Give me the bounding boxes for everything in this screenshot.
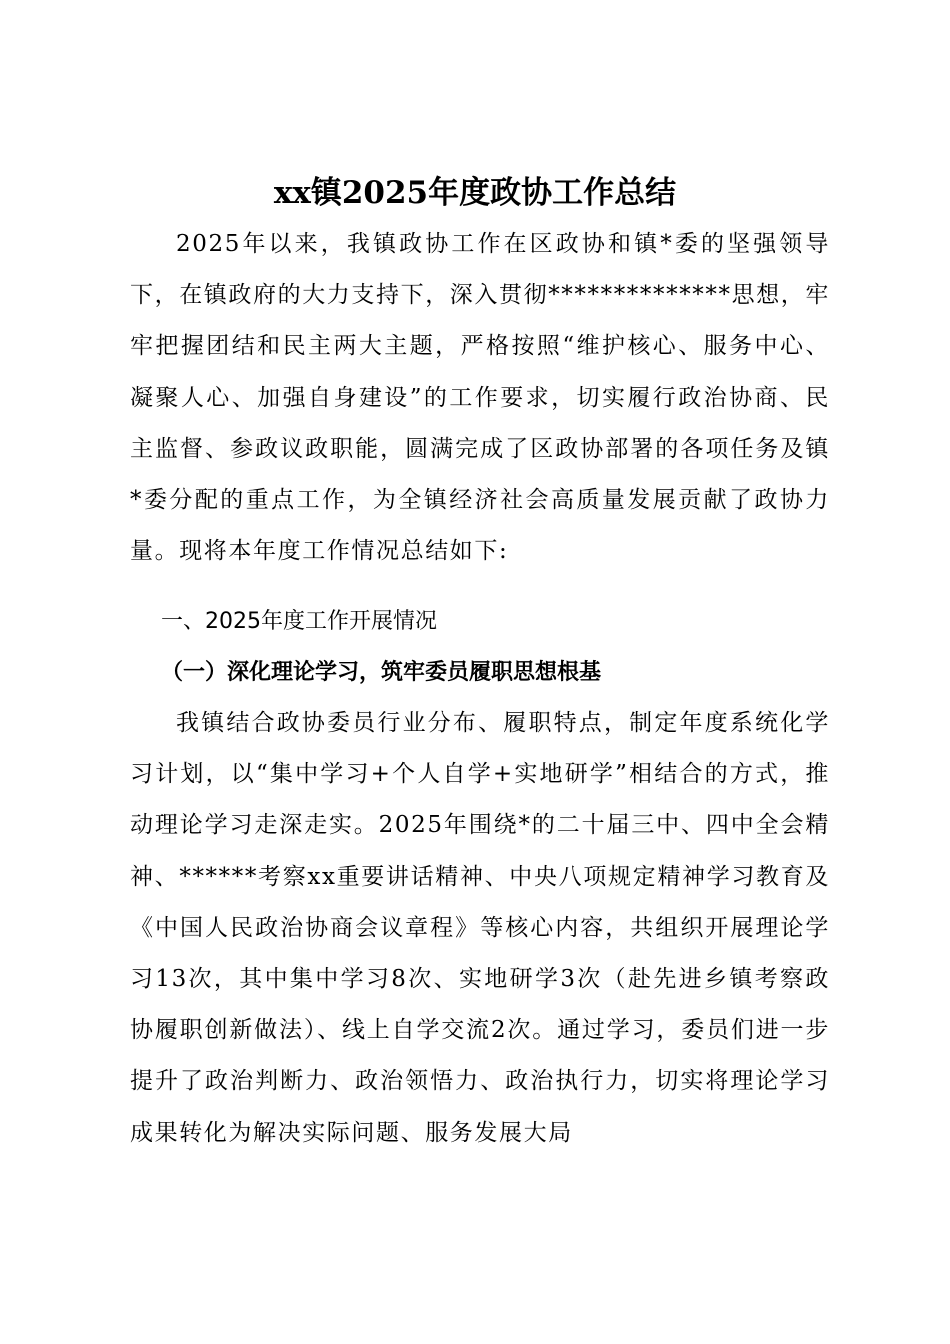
section-heading: 一、2025年度工作开展情况 [161, 609, 437, 634]
subsection-paragraph: 我镇结合政协委员行业分布、履职特点，制定年度系统化学习计划，以“集中学习+个人自学+实地研学”相结合的方式，推动理论学习走深走实。2025年围绕*的二十届三中、四中全会精神、******考察xx重要讲话精神、中央八项规定精神学习教育及《中国人民政治协商会议章程》等核心内容，共组织开展理论学习13次，其中集中学习8次、实地研学3次（赴先进乡镇考察政协履职创新做法）、线上自学交流2次。通过学习，委员们进一步提升了政治判断力、政治领悟力、政治执行力，切实将理论学习成果转化为解决实际问题、服务发展大局 [130, 710, 830, 1146]
document-title: xx镇2025年度政协工作总结 [273, 175, 677, 211]
intro-paragraph: 2025年以来，我镇政协工作在区政协和镇*委的坚强领导下，在镇政府的大力支持下，深入贯彻**************思想，牢牢把握团结和民主两大主题，严格按照“维护核心、服务中心、凝聚人心、加强自身建设”的工作要求，切实履行政治协商、民主监督、参政议政职能，圆满完成了区政协部署的各项任务及镇*委分配的重点工作，为全镇经济社会高质量发展贡献了政协力量。现将本年度工作情况总结如下: [130, 231, 830, 565]
subsection-heading: （一）深化理论学习，筑牢委员履职思想根基 [161, 659, 602, 685]
